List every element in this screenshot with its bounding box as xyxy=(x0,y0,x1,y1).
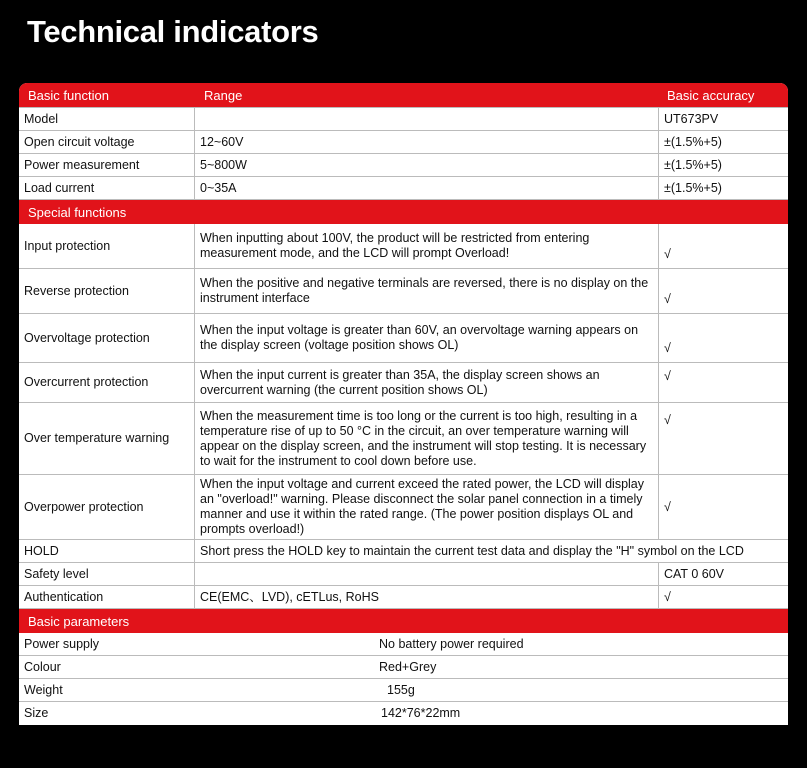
table-row xyxy=(19,702,788,725)
row-label: Model xyxy=(19,108,195,130)
spec-table xyxy=(19,83,788,725)
row-range: 0~35A xyxy=(195,177,659,199)
page-title: Technical indicators xyxy=(27,14,319,49)
row-description: When the positive and negative terminals are reversed, there is no display on the instrument interface xyxy=(195,269,659,313)
check-mark-icon: √ xyxy=(664,413,671,427)
table-row-hold xyxy=(19,540,788,563)
row-label: HOLD xyxy=(19,540,195,562)
row-value: 155g xyxy=(387,682,415,697)
row-label: Overcurrent protection xyxy=(19,363,195,402)
row-range xyxy=(195,108,659,130)
row-label: Reverse protection xyxy=(19,269,195,313)
check-mark-icon: √ xyxy=(664,369,671,383)
table-row xyxy=(19,656,788,679)
table-row xyxy=(19,224,788,269)
row-label: Overvoltage protection xyxy=(19,314,195,362)
table-row xyxy=(19,269,788,314)
row-accuracy: ±(1.5%+5) xyxy=(664,157,722,172)
table-row xyxy=(19,314,788,363)
row-description: When the input voltage and current exceed the rated power, the LCD will display an "overload!" warning. Please disconnect the solar panel connection in a timely manner and use it within the rated range. (The power position displays OL and prompts overload!) xyxy=(195,475,659,539)
row-description: When the measurement time is too long or the current is too high, resulting in a temperature rise of up to 50 °C in the circuit, an over temperature warning will appear on the display screen, and the instrument will stop testing. It is necessary to wait for the instrument to cool down before use. xyxy=(195,403,659,474)
table-row-safety xyxy=(19,563,788,586)
check-mark-icon: √ xyxy=(664,499,671,514)
row-accuracy: ±(1.5%+5) xyxy=(664,134,722,149)
row-label: Over temperature warning xyxy=(19,403,195,474)
row-value: 142*76*22mm xyxy=(381,706,461,720)
table-header xyxy=(19,83,788,108)
row-label: Weight xyxy=(24,682,63,697)
row-label: Safety level xyxy=(19,563,195,585)
table-row xyxy=(19,177,788,200)
row-label: Size xyxy=(24,706,49,720)
row-description: When the input current is greater than 35A, the display screen shows an overcurrent warning (the current position shows OL) xyxy=(195,363,659,402)
check-mark-icon: √ xyxy=(664,247,671,261)
row-label: Overpower protection xyxy=(19,475,195,539)
check-mark-icon: √ xyxy=(664,341,671,355)
table-row xyxy=(19,154,788,177)
row-value: Red+Grey xyxy=(379,659,437,674)
row-description: Short press the HOLD key to maintain the current test data and display the "H" symbol on the LCD xyxy=(200,543,744,558)
header-basic-accuracy: Basic accuracy xyxy=(667,87,755,103)
header-range: Range xyxy=(204,87,243,103)
row-label: Authentication xyxy=(19,586,195,608)
section-title: Basic parameters xyxy=(28,613,130,629)
table-row xyxy=(19,475,788,540)
row-label: Input protection xyxy=(19,224,195,268)
section-special-functions xyxy=(19,200,788,224)
row-description: When inputting about 100V, the product will be restricted from entering measurement mode, and the LCD will prompt Overload! xyxy=(195,224,659,268)
check-mark-icon: √ xyxy=(664,292,671,306)
row-label: Colour xyxy=(24,659,61,674)
table-row xyxy=(19,108,788,131)
row-description: When the input voltage is greater than 60V, an overvoltage warning appears on the display screen (voltage position shows OL) xyxy=(195,314,659,362)
row-accuracy: ±(1.5%+5) xyxy=(664,180,722,195)
row-accuracy: UT673PV xyxy=(664,111,719,126)
row-range: 5~800W xyxy=(195,154,659,176)
row-label: Open circuit voltage xyxy=(19,131,195,153)
table-row-authentication xyxy=(19,586,788,609)
table-row xyxy=(19,633,788,656)
row-label: Load current xyxy=(19,177,195,199)
header-basic-function: Basic function xyxy=(28,87,109,103)
table-row xyxy=(19,403,788,475)
row-label: Power measurement xyxy=(19,154,195,176)
row-range xyxy=(195,563,659,585)
table-row xyxy=(19,363,788,403)
table-row xyxy=(19,679,788,702)
row-value: No battery power required xyxy=(379,636,524,651)
section-basic-parameters xyxy=(19,609,788,633)
row-range: CE(EMC、LVD), cETLus, RoHS xyxy=(195,586,659,608)
check-mark-icon: √ xyxy=(664,589,671,604)
row-accuracy: CAT 0 60V xyxy=(664,566,724,581)
table-row xyxy=(19,131,788,154)
row-range: 12~60V xyxy=(195,131,659,153)
row-label: Power supply xyxy=(24,636,100,651)
section-title: Special functions xyxy=(28,204,127,220)
